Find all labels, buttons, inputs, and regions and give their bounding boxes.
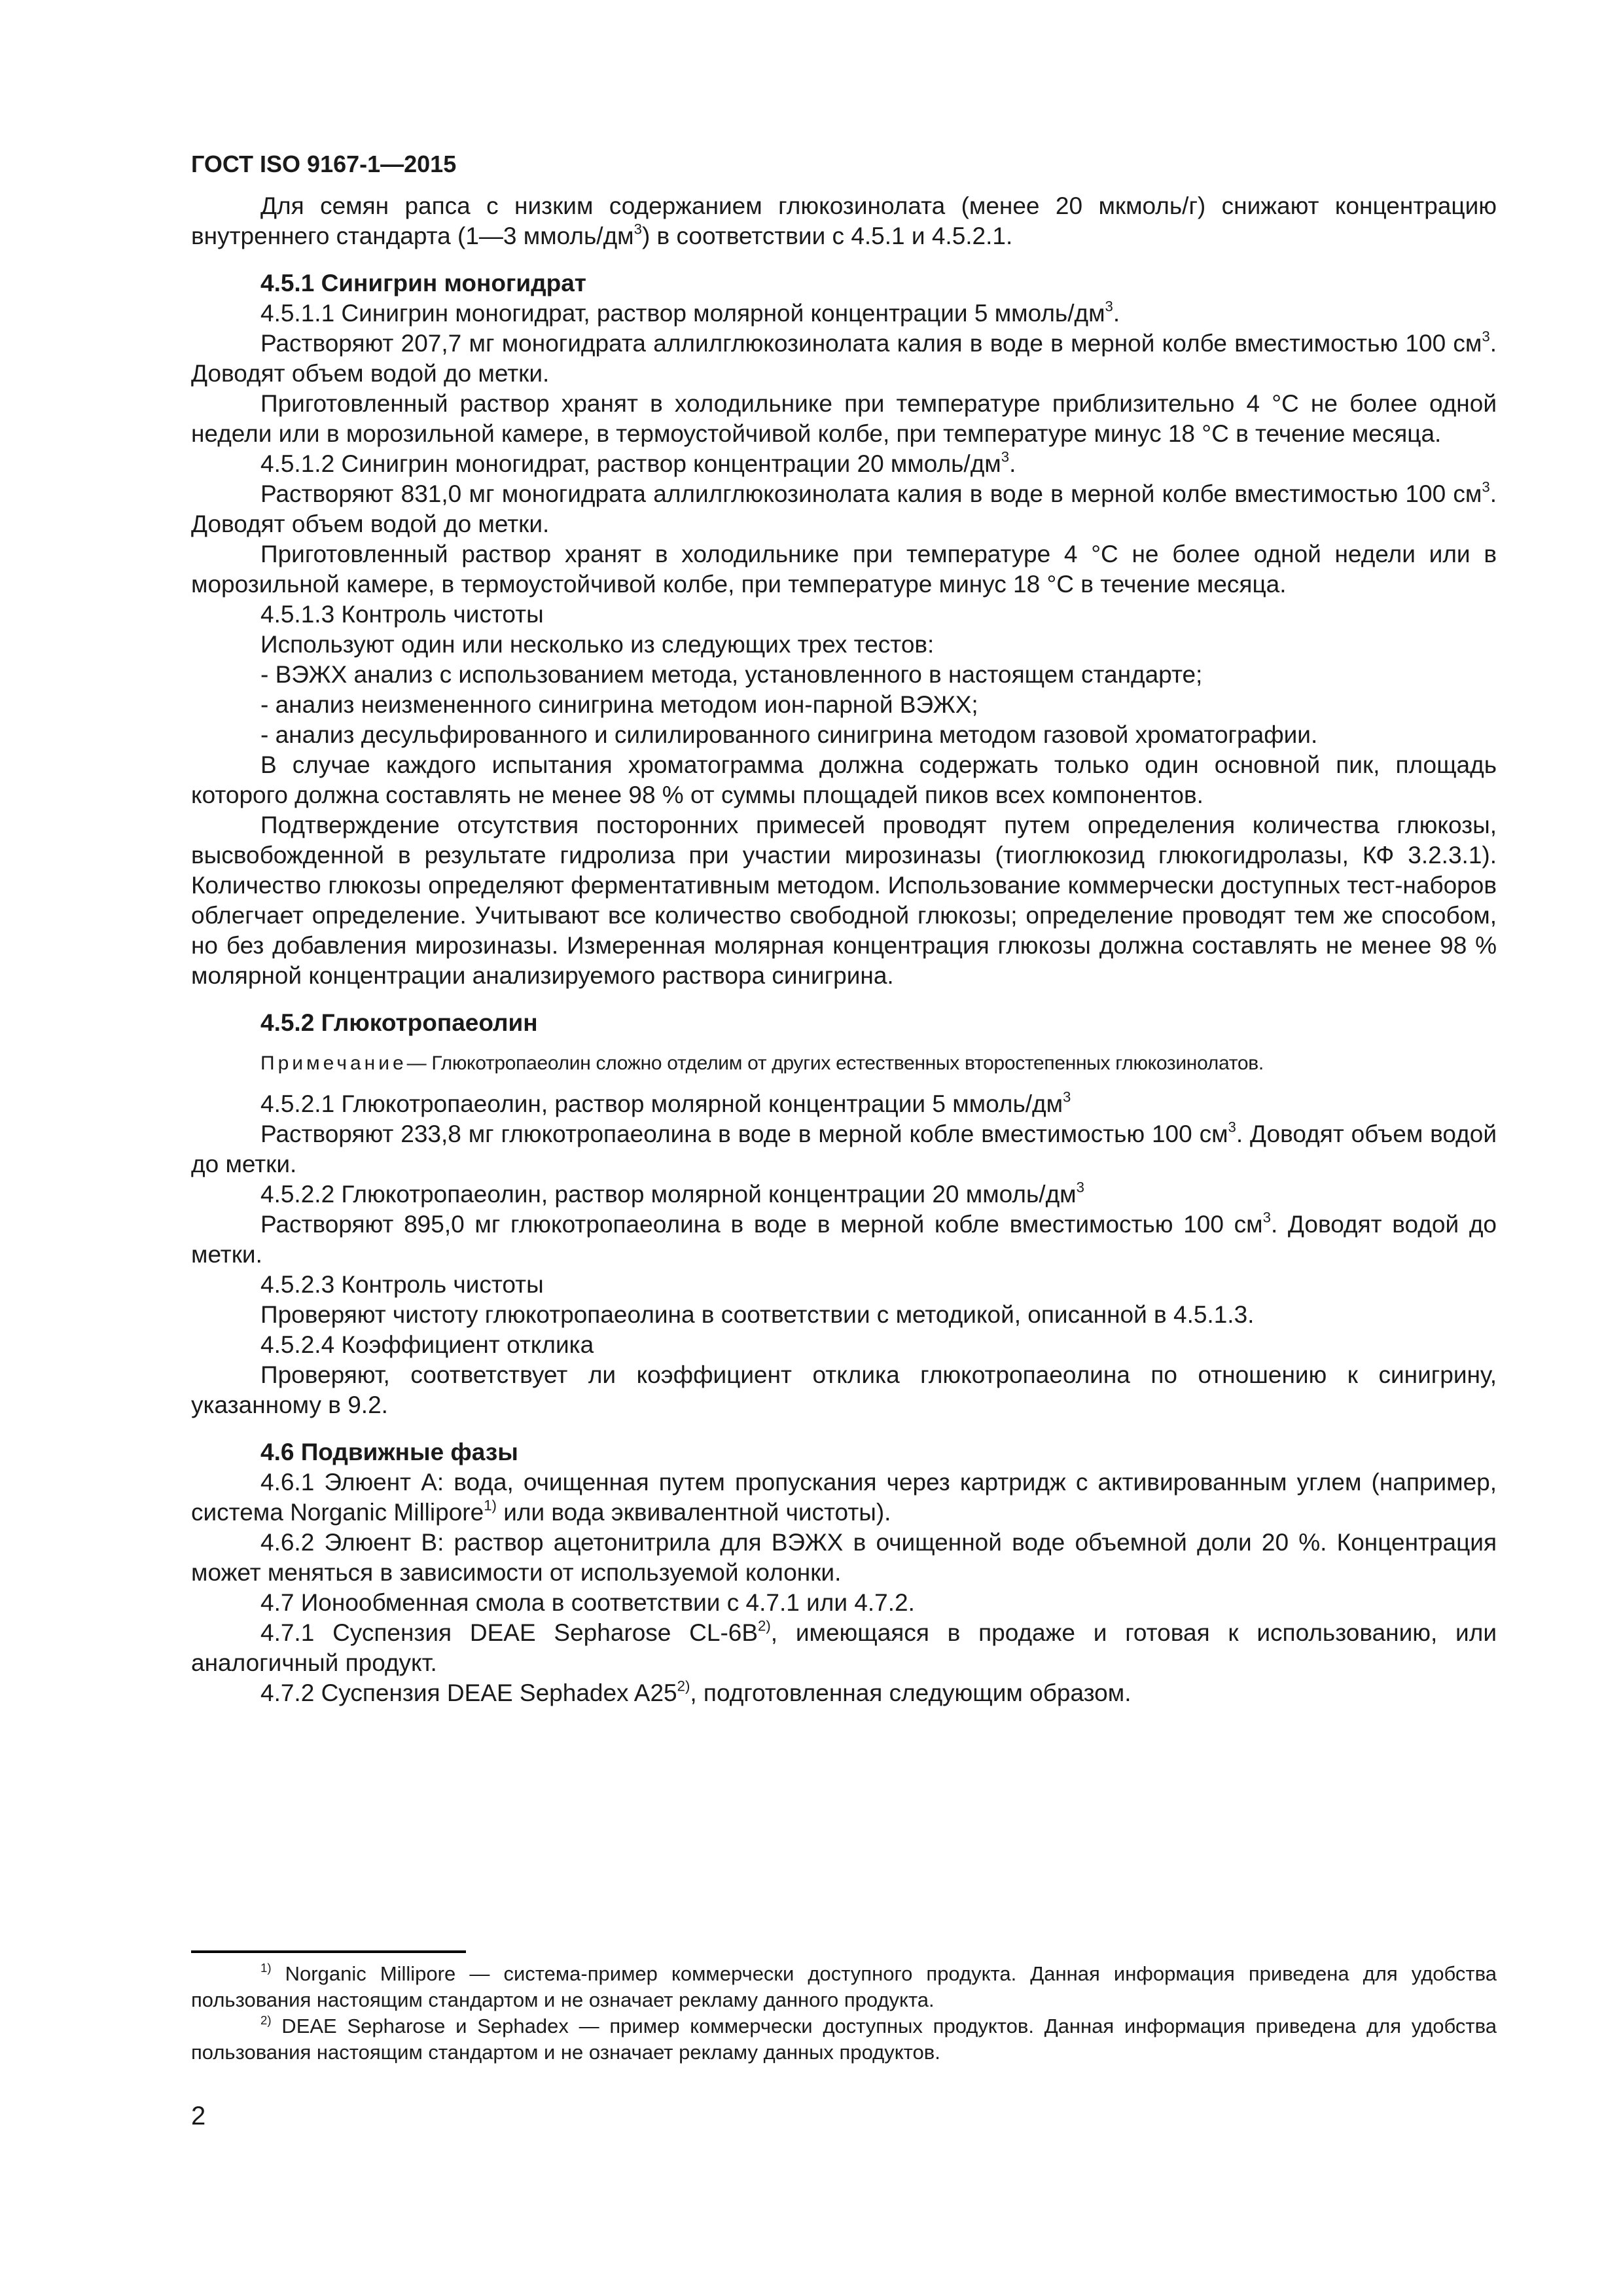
paragraph: Растворяют 233,8 мг глюкотропаеолина в воде в мерной кобле вместимостью 100 $см^3$. Доводят объем водой до метки.	[191, 1119, 1497, 1177]
paragraph: Растворяют 207,7 мг моногидрата аллилглюкозинолата калия в воде в мерной колбе вместимостью 100 $см^3$. Доводят объем водой до метки.	[191, 328, 1497, 387]
footnote-1: $^{1)}$ Norganic Millipore — система-пример коммерчески доступного продукта. Данная информация приведена для удобства пользования настоящим стандартом и не означает рекламу данного продукта.	[191, 1960, 1497, 2011]
paragraph: Проверяют чистоту глюкотропаеолина в соответствии с методикой, описанной в 4.5.1.3.	[260, 1301, 1255, 1328]
paragraph: 4.7.2 Суспензия DEAE Sephadex A25$^{2)}$, подготовленная следующим образом.	[260, 1677, 1132, 1706]
paragraph: Растворяют 895,0 мг глюкотропаеолина в воде в мерной кобле вместимостью 100 $см^3$. Доводят водой до метки.	[191, 1209, 1497, 1268]
paragraph: В случае каждого испытания хроматограмма должна содержать только один основной пик, площадь которого должна составлять не менее 98 % от суммы площадей пиков всех компонентов.	[191, 751, 1497, 808]
paragraph: 4.5.2.2 Глюкотропаеолин, раствор молярной концентрации 20 ммоль/$дм^3$	[260, 1179, 1084, 1208]
paragraph: Подтверждение отсутствия посторонних примесей проводят путем определения количества глюкозы, высвобожденной в результате гидролиза при участии мирозиназы (тиоглюкозид глюкогидролазы, КФ 3.2.3.1). Количество глюкозы определяют ферментативным методом. Использование коммерчески доступных тест-наборов облегчает определение. Учитывают все количество свободной глюкозы; определение проводят тем же способом, но без добавления мирозиназы. Измеренная молярная концентрация глюкозы должна составлять не менее 98 % молярной концентрации анализируемого раствора синигрина.	[191, 812, 1497, 989]
note-label: Примечание	[260, 1052, 407, 1074]
paragraph: Приготовленный раствор хранят в холодильнике при температуре 4 °С не более одной недели или в морозильной камере, в термоустойчивой колбе, при температуре минус 18 °С в течение месяца.	[191, 541, 1497, 598]
paragraph: 4.5.2.4 Коэффициент отклика	[260, 1331, 594, 1358]
intro-paragraph: Для семян рапса с низким содержанием глюкозинолата (менее 20 мкмоль/г) снижают концентрацию внутреннего стандарта (1—3 ммоль/$дм^3$) в соответствии с 4.5.1 и 4.5.2.1.	[191, 192, 1497, 249]
paragraph: 4.5.2.3 Контроль чистоты	[260, 1271, 544, 1298]
document-page	[191, 149, 1497, 1708]
paragraph: Используют один или несколько из следующих трех тестов:	[260, 631, 935, 658]
paragraph: 4.5.2.1 Глюкотропаеолин, раствор молярной концентрации 5 ммоль/$дм^3$	[260, 1088, 1071, 1117]
paragraph: Растворяют 831,0 мг моногидрата аллилглюкозинолата калия в воде в мерной колбе вместимостью 100 $см^3$. Доводят объем водой до метки.	[191, 478, 1497, 537]
paragraph: 4.6.1 Элюент А: вода, очищенная путем пропускания через картридж с активированным углем (например, система Norganic Millipore$^{1)}$ или вода эквивалентной чистоты).	[191, 1469, 1497, 1526]
footnote-2: $^{2)}$ DEAE Sepharose и Sephadex — пример коммерчески доступных продуктов. Данная информация приведена для удобства пользования настоящим стандартом и не означает рекламу данных продуктов.	[191, 2013, 1497, 2064]
footnotes	[191, 1950, 1497, 2066]
note-text: — Глюкотропаеолин сложно отделим от других естественных второстепенных глюкозинолатов.	[406, 1052, 1264, 1074]
section-4-5-1-title: 4.5.1 Синигрин моногидрат	[260, 270, 586, 296]
paragraph: 4.6.2 Элюент В: раствор ацетонитрила для ВЭЖХ в очищенной воде объемной доли 20 %. Концентрация может меняться в зависимости от используемой колонки.	[191, 1529, 1497, 1586]
footnote-divider	[191, 1950, 466, 1953]
paragraph: 4.5.1.2 Синигрин моногидрат, раствор концентрации 20 ммоль/$дм^3$.	[260, 448, 1016, 477]
paragraph: 4.5.1.3 Контроль чистоты	[260, 601, 544, 628]
paragraph: Проверяют, соответствует ли коэффициент отклика глюкотропаеолина по отношению к синигрину, указанному в 9.2.	[191, 1361, 1497, 1418]
document-header: ГОСТ ISO 9167-1—2015	[191, 151, 457, 177]
list-item: - анализ неизмененного синигрина методом ион-парной ВЭЖХ;	[260, 691, 978, 718]
section-4-5-2-title: 4.5.2 Глюкотропаеолин	[260, 1009, 538, 1036]
list-item: - анализ десульфированного и силилированного синигрина методом газовой хроматографии.	[260, 721, 1318, 748]
section-4-6-title: 4.6 Подвижные фазы	[260, 1439, 518, 1465]
paragraph: 4.7.1 Суспензия DEAE Sepharose $CL-6B^{2)}$, имеющаяся в продаже и готовая к использованию, или аналогичный продукт.	[191, 1617, 1497, 1676]
page-number: 2	[191, 2102, 206, 2130]
paragraph: 4.7 Ионообменная смола в соответствии с 4.7.1 или 4.7.2.	[260, 1589, 915, 1616]
paragraph: Приготовленный раствор хранят в холодильнике при температуре приблизительно 4 °С не более одной недели или в морозильной камере, в термоустойчивой колбе, при температуре минус 18 °С в течение месяца.	[191, 390, 1497, 447]
paragraph: 4.5.1.1 Синигрин моногидрат, раствор молярной концентрации 5 ммоль/$дм^3$.	[260, 298, 1120, 327]
list-item: - ВЭЖХ анализ с использованием метода, установленного в настоящем стандарте;	[260, 661, 1203, 688]
note	[191, 1050, 1497, 1077]
